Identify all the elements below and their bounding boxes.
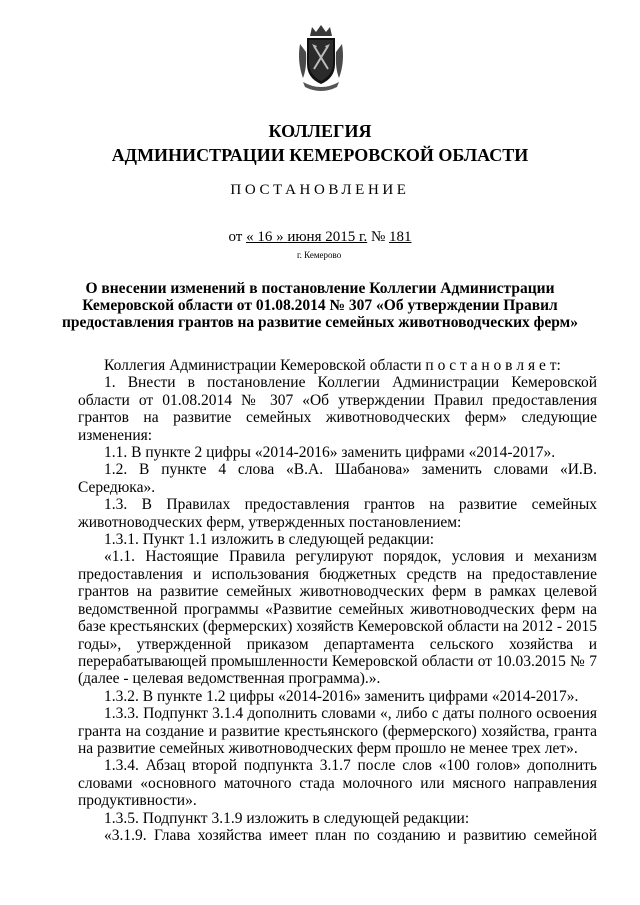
- date-prefix: от: [228, 229, 243, 245]
- collegium-heading: КОЛЛЕГИЯ: [268, 121, 372, 141]
- document-type: ПОСТАНОВЛЕНИЕ: [230, 182, 410, 198]
- paragraph: 1.3.5. Подпункт 3.1.9 изложить в следующей редакции:: [104, 809, 470, 827]
- paragraph: 1. Внести в постановление Коллегии Администрации Кемеровской области от 01.08.2014 № 307 «Об утверждении Правил предоставления грантов на развитие семейных животноводческих ферм» следующие изменения:: [78, 374, 597, 444]
- date-number-line: [0, 229, 640, 246]
- city-label: г. Кемерово: [297, 250, 342, 260]
- paragraph: 1.3.4. Абзац второй подпункта 3.1.7 после слов «100 голов» дополнить словами «основного маточного стада молочного или мясного направления продуктивности».: [78, 757, 597, 810]
- document-body: [78, 357, 597, 844]
- document-title: О внесении изменений в постановление Коллегии Администрации Кемеровской области от 01.08.2014 № 307 «Об утверждении Правил предоставления грантов на развитие семейных животноводческих ферм»: [62, 280, 578, 331]
- paragraph: 1.2. В пункте 4 слова «В.А. Шабанова» заменить словами «И.В. Середюка».: [78, 461, 597, 496]
- paragraph: 1.3.2. В пункте 1.2 цифры «2014-2016» заменить цифрами «2014-2017».: [104, 687, 579, 705]
- number-sign: №: [370, 229, 386, 245]
- paragraph: «3.1.9. Глава хозяйства имеет план по созданию и развитию семейной: [104, 826, 597, 844]
- paragraph: 1.3. В Правилах предоставления грантов на развитие семейных животноводческих ферм, утвержденных постановлением:: [78, 496, 597, 531]
- paragraph: Коллегия Администрации Кемеровской области п о с т а н о в л я е т:: [104, 357, 561, 374]
- date-day: « 16 » июня 2015 г.: [246, 229, 368, 245]
- paragraph: 1.3.1. Пункт 1.1 изложить в следующей редакции:: [104, 531, 435, 549]
- paragraph: 1.1. В пункте 2 цифры «2014-2016» заменить цифрами «2014-2017».: [104, 444, 556, 462]
- coat-of-arms-emblem: [297, 24, 345, 94]
- document-number: 181: [389, 229, 412, 245]
- administration-heading: АДМИНИСТРАЦИИ КЕМЕРОВСКОЙ ОБЛАСТИ: [111, 145, 529, 165]
- paragraph: «1.1. Настоящие Правила регулируют порядок, условия и механизм предоставления и использования бюджетных средств на предоставление грантов на развитие семейных животноводческих ферм в рамках целевой ведомственной программы «Развитие семейных животноводческих ферм на базе крестьянских (фермерских) хозяйств Кемеровской области на 2012 - 2015 годы», утвержденной приказом департамента сельского хозяйства и перерабатывающей промышленности Кемеровской области от 10.03.2015 № 7 (далее - целевая ведомственная программа).».: [78, 548, 597, 688]
- paragraph: 1.3.3. Подпункт 3.1.4 дополнить словами «, либо с даты полного освоения гранта на создание и развитие крестьянского (фермерского) хозяйства, гранта на развитие семейных животноводческих ферм прошло не менее трех лет».: [78, 705, 597, 757]
